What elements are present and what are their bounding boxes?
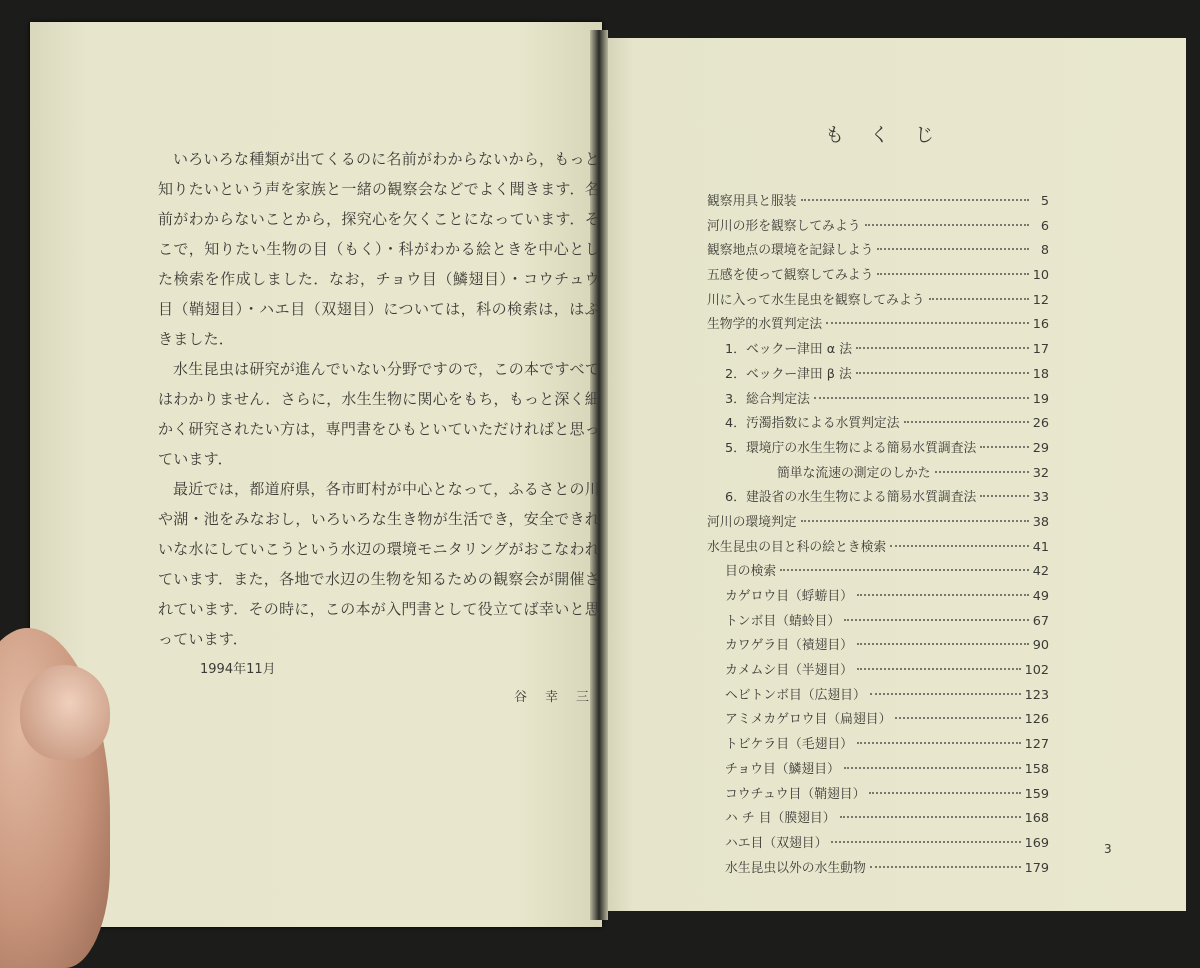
toc-entry-page: 126 bbox=[1024, 712, 1049, 728]
dot-leader bbox=[869, 792, 1020, 794]
dot-leader bbox=[904, 421, 1029, 423]
toc-entry-label: 生物学的水質判定法 bbox=[707, 317, 823, 333]
dot-leader bbox=[870, 866, 1021, 868]
dot-leader bbox=[826, 322, 1029, 324]
toc-entry bbox=[707, 857, 1049, 882]
toc-entry-page: 42 bbox=[1032, 564, 1049, 580]
toc-entry-label: 河川の形を観察してみよう bbox=[707, 218, 861, 234]
toc-entry-page: 18 bbox=[1032, 366, 1049, 382]
toc-entry-page: 67 bbox=[1032, 613, 1049, 629]
toc-entry-label: カゲロウ目（蜉蝣目） bbox=[725, 589, 853, 604]
toc-entry-page: 127 bbox=[1024, 737, 1049, 753]
toc-entry-page: 10 bbox=[1032, 268, 1049, 284]
dot-leader bbox=[844, 619, 1029, 621]
toc-entry-page: 12 bbox=[1032, 292, 1049, 308]
toc-entry-page: 6 bbox=[1040, 218, 1049, 234]
toc-entry bbox=[707, 437, 1049, 462]
toc-entry bbox=[707, 190, 1049, 215]
toc-entry bbox=[707, 560, 1049, 585]
dot-leader bbox=[980, 446, 1028, 448]
dot-leader bbox=[857, 668, 1021, 670]
dot-leader bbox=[857, 643, 1029, 645]
toc-entry bbox=[707, 708, 1049, 733]
toc-entry bbox=[707, 634, 1049, 659]
dot-leader bbox=[857, 594, 1029, 596]
toc-entry-label: コウチュウ目（鞘翅目） bbox=[725, 786, 866, 802]
toc-entry-label: 観察用具と服装 bbox=[707, 194, 797, 209]
toc-entry-label: カワゲラ目（襀翅目） bbox=[725, 638, 853, 654]
thumb bbox=[20, 665, 110, 760]
preface-paragraph-2: 水生昆虫は研究が進んでいない分野ですので，この本ですべてはわかりません．さらに，水生生物に関心をもち，もっと深く細かく研究されたい方は，専門書をひもといていただければと思っています． bbox=[158, 360, 600, 468]
toc-entry-page: 33 bbox=[1032, 490, 1049, 506]
toc-entry-page: 32 bbox=[1032, 465, 1049, 481]
dot-leader bbox=[814, 397, 1029, 399]
page-number: 3 bbox=[1104, 842, 1112, 856]
dot-leader bbox=[801, 199, 1029, 201]
preface-paragraph-3: 最近では，都道府県，各市町村が中心となって，ふるさとの川や湖・池をみなおし，いろいろな生き物が生活でき，安全できれいな水にしていこうという水辺の環境モニタリングがおこなわれています．また，各地で水辺の生物を知るための観察会が開催されています．その時に，この本が入門書として役立てば幸いと思っています． bbox=[158, 480, 600, 648]
toc-entry bbox=[707, 585, 1049, 610]
dot-leader bbox=[780, 569, 1029, 571]
preface-date: 1994年11月 bbox=[200, 662, 276, 677]
toc-entry-page: 29 bbox=[1032, 440, 1049, 456]
toc-entry-label: 1．ベックー津田 α 法 bbox=[725, 342, 853, 358]
toc-entry-label: 川に入って水生昆虫を観察してみよう bbox=[707, 292, 925, 308]
toc-entry-label: 目の検索 bbox=[725, 564, 777, 580]
toc-entry-page: 169 bbox=[1024, 835, 1049, 851]
toc-entry bbox=[707, 486, 1049, 511]
toc-entry bbox=[707, 659, 1049, 684]
toc-entry bbox=[707, 462, 1049, 487]
toc-entry bbox=[707, 511, 1049, 536]
toc-entry-page: 5 bbox=[1040, 194, 1049, 209]
toc-entry bbox=[707, 388, 1049, 413]
table-of-contents bbox=[707, 190, 1049, 881]
preface-paragraph-1: いろいろな種類が出てくるのに名前がわからないから，もっと知りたいという声を家族と一緒の観察会などでよく聞きます．名前がわからないことから，探究心を欠くことになっています．そこで，知りたい生物の目（もく）・科がわかる絵ときを中心とした検索を作成しました．なお，チョウ目（鱗翅目）・コウチュウ目（鞘翅目）・ハエ目（双翅目）については，科の検索は，はぶきました． bbox=[158, 150, 600, 348]
toc-entry-label: ハ チ 目（膜翅目） bbox=[725, 811, 836, 827]
toc-entry bbox=[707, 313, 1049, 338]
dot-leader bbox=[877, 273, 1028, 275]
toc-entry bbox=[707, 264, 1049, 289]
toc-entry bbox=[707, 610, 1049, 635]
toc-entry-label: 河川の環境判定 bbox=[707, 514, 797, 530]
toc-entry-page: 41 bbox=[1032, 539, 1049, 555]
toc-entry-label: チョウ目（鱗翅目） bbox=[725, 761, 840, 777]
dot-leader bbox=[856, 372, 1029, 374]
toc-entry-label: 2．ベックー津田 β 法 bbox=[725, 366, 852, 382]
toc-entry-label: 5．環境庁の水生生物による簡易水質調査法 bbox=[725, 440, 977, 456]
toc-entry-label: 水生昆虫以外の水生動物 bbox=[725, 860, 866, 876]
toc-entry bbox=[707, 832, 1049, 857]
toc-entry bbox=[707, 338, 1049, 363]
toc-entry-page: 19 bbox=[1032, 391, 1049, 407]
toc-entry-label: ヘビトンボ目（広翅目） bbox=[725, 687, 866, 703]
toc-entry-label: 3．総合判定法 bbox=[725, 391, 810, 407]
toc-entry-label: 観察地点の環境を記録しよう bbox=[707, 243, 874, 259]
dot-leader bbox=[831, 841, 1020, 843]
toc-entry-label: 簡単な流速の測定のしかた bbox=[777, 465, 931, 481]
toc-entry-label: 6．建設省の水生生物による簡易水質調査法 bbox=[725, 490, 977, 506]
toc-entry-page: 38 bbox=[1032, 514, 1049, 530]
toc-entry-label: カメムシ目（半翅目） bbox=[725, 663, 853, 679]
toc-entry-page: 159 bbox=[1024, 786, 1049, 802]
toc-entry-page: 8 bbox=[1040, 243, 1049, 259]
dot-leader bbox=[870, 693, 1021, 695]
toc-entry bbox=[707, 289, 1049, 314]
toc-entry bbox=[707, 783, 1049, 808]
toc-entry bbox=[707, 363, 1049, 388]
toc-entry-page: 49 bbox=[1032, 589, 1049, 604]
toc-entry-label: 五感を使って観察してみよう bbox=[707, 268, 874, 284]
dot-leader bbox=[895, 717, 1020, 719]
dot-leader bbox=[857, 742, 1021, 744]
toc-entry-page: 16 bbox=[1032, 317, 1049, 333]
toc-entry-label: トンボ目（蜻蛉目） bbox=[725, 613, 841, 629]
dot-leader bbox=[801, 520, 1029, 522]
toc-entry bbox=[707, 733, 1049, 758]
dot-leader bbox=[980, 495, 1028, 497]
preface-text bbox=[158, 144, 600, 654]
dot-leader bbox=[840, 816, 1021, 818]
toc-entry bbox=[707, 239, 1049, 264]
toc-entry-label: アミメカゲロウ目（扁翅目） bbox=[725, 712, 892, 728]
toc-entry-label: 4．汚濁指数による水質判定法 bbox=[725, 416, 900, 432]
toc-entry bbox=[707, 684, 1049, 709]
toc-entry-page: 102 bbox=[1024, 663, 1049, 679]
dot-leader bbox=[865, 224, 1029, 226]
dot-leader bbox=[935, 471, 1029, 473]
toc-entry bbox=[707, 807, 1049, 832]
toc-entry bbox=[707, 536, 1049, 561]
toc-entry-label: トビケラ目（毛翅目） bbox=[725, 737, 853, 753]
toc-entry-page: 158 bbox=[1024, 761, 1049, 777]
dot-leader bbox=[929, 298, 1029, 300]
toc-entry-page: 26 bbox=[1032, 416, 1049, 432]
toc-entry-page: 123 bbox=[1024, 687, 1049, 703]
preface-author: 谷幸三 bbox=[514, 690, 608, 705]
toc-entry-page: 179 bbox=[1024, 860, 1049, 876]
toc-entry-label: ハエ目（双翅目） bbox=[725, 835, 828, 851]
toc-entry-page: 17 bbox=[1032, 342, 1049, 358]
toc-entry bbox=[707, 758, 1049, 783]
dot-leader bbox=[856, 347, 1029, 349]
dot-leader bbox=[877, 248, 1029, 250]
toc-title: もくじ bbox=[825, 124, 961, 146]
toc-entry bbox=[707, 412, 1049, 437]
toc-entry-page: 168 bbox=[1024, 811, 1049, 827]
dot-leader bbox=[890, 545, 1029, 547]
toc-entry bbox=[707, 215, 1049, 240]
dot-leader bbox=[844, 767, 1021, 769]
toc-entry-page: 90 bbox=[1032, 638, 1049, 654]
toc-entry-label: 水生昆虫の目と科の絵とき検索 bbox=[707, 539, 887, 555]
